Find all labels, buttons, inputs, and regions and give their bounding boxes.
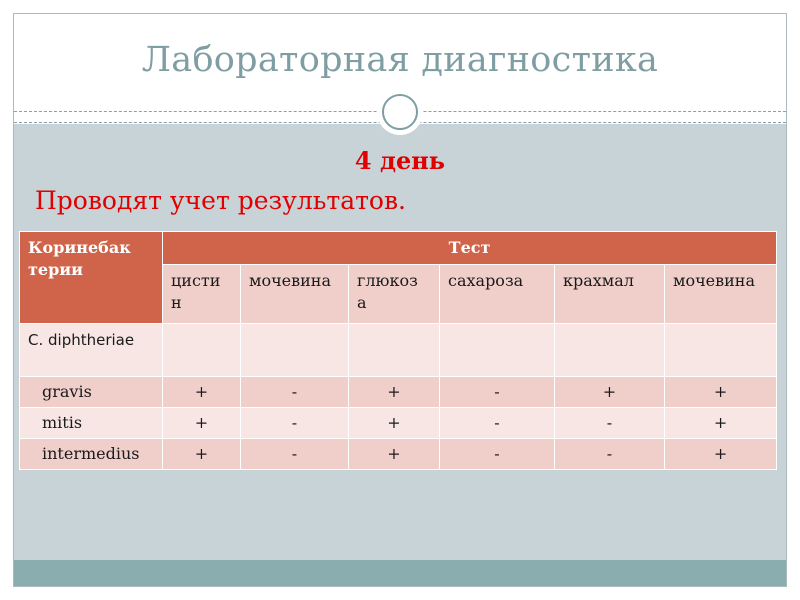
test-header: цисти н [163, 265, 241, 324]
test-group-header: Тест [163, 232, 777, 265]
result-cell: + [163, 377, 241, 408]
table-cell [665, 324, 777, 377]
result-cell: + [163, 439, 241, 470]
species-label: C. diphtheriae [20, 324, 163, 377]
variant-name: mitis [20, 408, 163, 439]
day-label: 4 день [354, 146, 446, 175]
results-table [19, 231, 777, 470]
table-row [20, 377, 777, 408]
table-cell [163, 324, 241, 377]
footer-bar [14, 560, 786, 586]
result-cell: + [349, 439, 440, 470]
result-cell: - [555, 408, 665, 439]
table-cell [241, 324, 349, 377]
table-row [20, 408, 777, 439]
result-cell: - [241, 408, 349, 439]
result-cell: - [440, 377, 555, 408]
test-header: крахмал [555, 265, 665, 324]
table-cell [440, 324, 555, 377]
test-header: мочевина [665, 265, 777, 324]
result-cell: - [241, 377, 349, 408]
result-cell: - [440, 408, 555, 439]
table-row [20, 439, 777, 470]
result-cell: + [555, 377, 665, 408]
result-cell: + [349, 408, 440, 439]
result-cell: + [349, 377, 440, 408]
table-cell [555, 324, 665, 377]
circle-ornament-icon [377, 89, 423, 135]
result-cell: + [163, 408, 241, 439]
slide-title: Лабораторная диагностика [141, 40, 659, 80]
test-header: сахароза [440, 265, 555, 324]
test-header: глюкоз а [349, 265, 440, 324]
result-cell: + [665, 377, 777, 408]
test-header: мочевина [241, 265, 349, 324]
result-cell: + [665, 439, 777, 470]
result-cell: - [555, 439, 665, 470]
result-cell: + [665, 408, 777, 439]
result-cell: - [440, 439, 555, 470]
table-cell [349, 324, 440, 377]
variant-name: intermedius [20, 439, 163, 470]
lead-text: Проводят учет результатов. [35, 186, 407, 215]
variant-name: gravis [20, 377, 163, 408]
corner-header: Коринебак терии [20, 232, 163, 324]
result-cell: - [241, 439, 349, 470]
